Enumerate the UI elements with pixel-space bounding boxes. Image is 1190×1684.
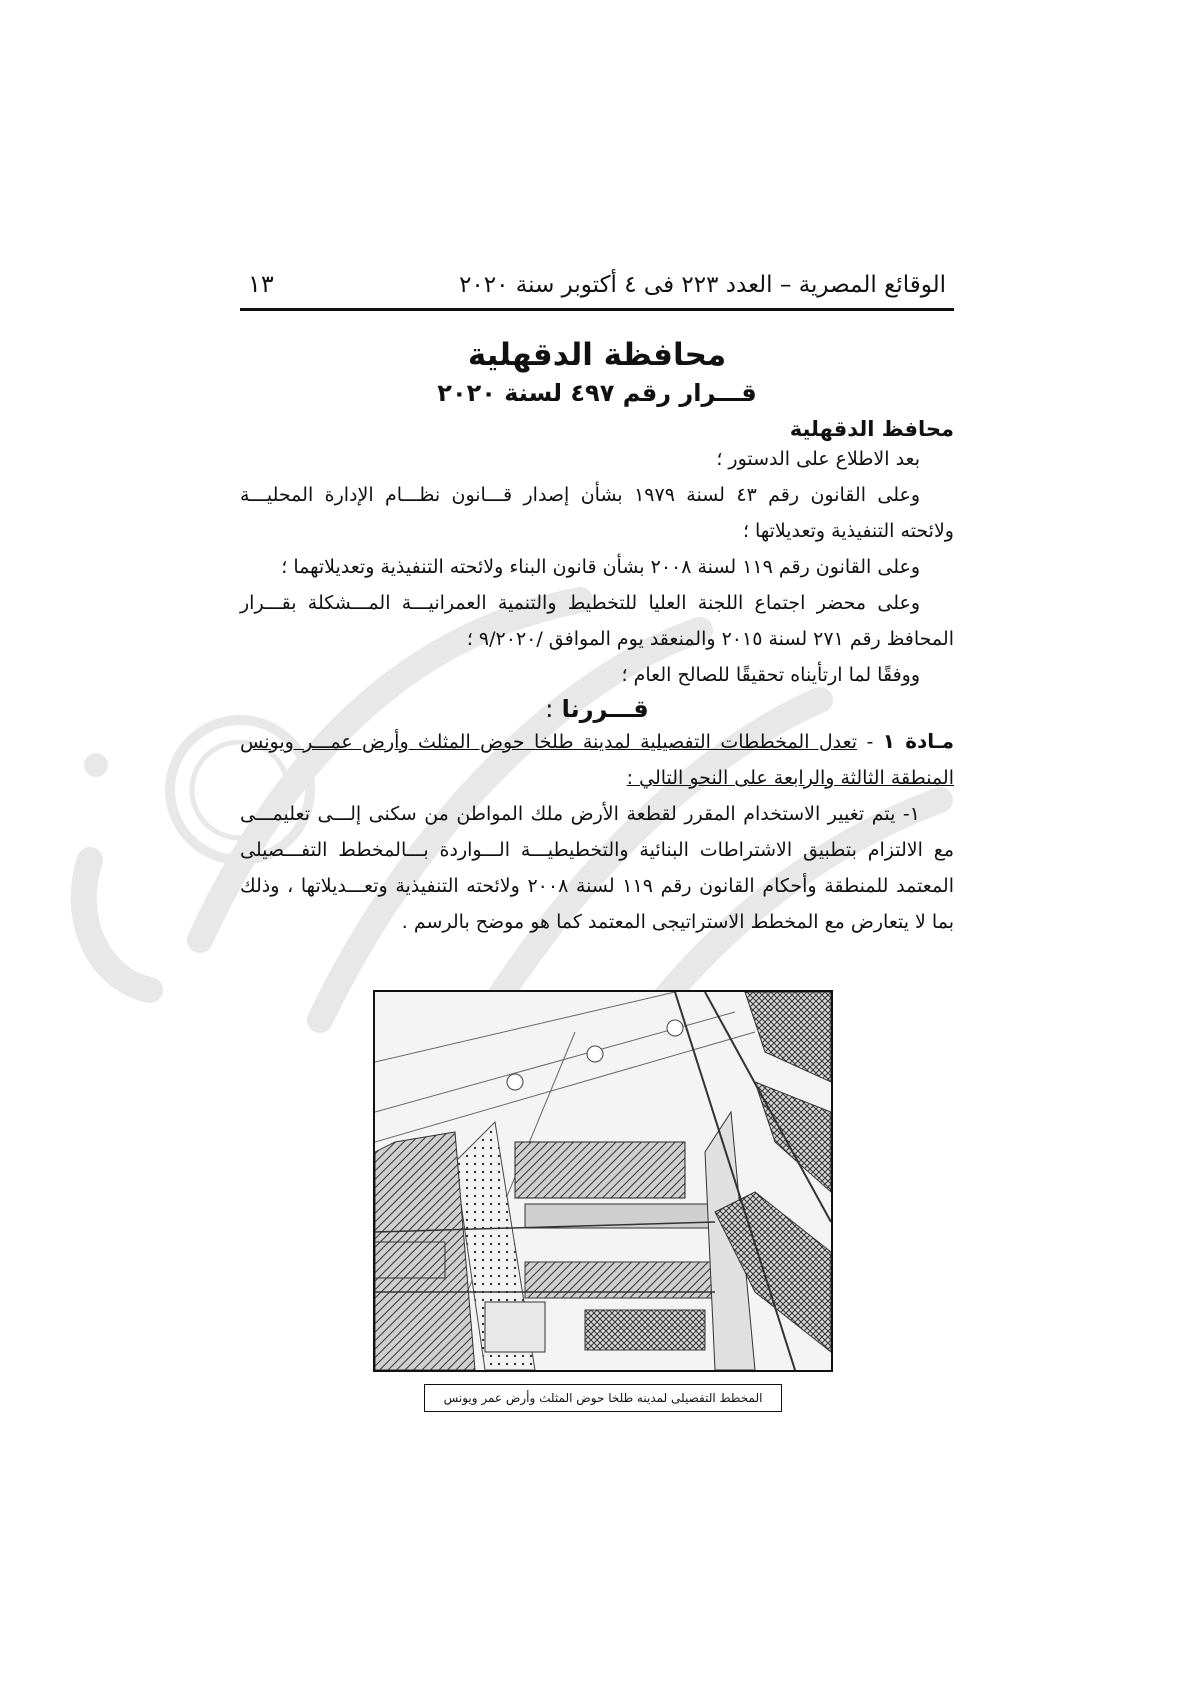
article-text: تعدل المخططات التفصيلية لمدينة طلخا حوض المثلث وأرض عمـــر ويونس المنطقة الثالثة والرابعة على النحو التالي : [240, 731, 954, 789]
governorate-title: محافظة الدقهلية [467, 337, 727, 373]
publication-line: الوقائع المصرية – العدد ٢٢٣ فى ٤ أكتوبر سنة ٢٠٢٠ [459, 272, 946, 298]
preamble-line: ووفقًا لما ارتأيناه تحقيقًا للصالح العام ؛ [621, 664, 920, 686]
preamble-line: وعلى القانون رقم ٤٣ لسنة ١٩٧٩ بشأن إصدار قـــانون نظـــام الإدارة المحليـــة ولائحته التنفيذية وتعديلاتها ؛ [240, 484, 954, 542]
decree-number: قـــرار رقم ٤٩٧ لسنة ٢٠٢٠ [437, 379, 757, 407]
preamble-line: وعلى القانون رقم ١١٩ لسنة ٢٠٠٨ بشأن قانون البناء ولائحته التنفيذية وتعديلاتهما ؛ [281, 556, 920, 578]
page-header [240, 270, 954, 311]
article-dash: - [857, 731, 883, 753]
decision-heading [240, 695, 954, 723]
map-caption: المخطط التفصيلى لمدينه طلخا حوض المثلث وأرض عمر ويونس [424, 1384, 782, 1412]
decision-word: قـــررنا [561, 695, 649, 723]
signer-title: محافظ الدقهلية [789, 417, 954, 441]
site-plan-map [373, 990, 833, 1372]
clause-1: ١- يتم تغيير الاستخدام المقرر لقطعة الأرض ملك المواطن من سكنى إلـــى تعليمـــى مع الالتزام بتطبيق الاشتراطات البنائية والتخطيطيـــة الـــواردة بـــالمخطط التفـــصيلى المعتمد للمنطقة وأحكام القانون رقم ١١٩ لسنة ٢٠٠٨ ولائحته التنفيذية وتعـــديلاتها ، وذلك بما لا يتعارض مع المخطط الاستراتيجى المعتمد كما هو موضح بالرسم . [240, 803, 955, 933]
gazette-page [240, 270, 954, 940]
article-1 [240, 723, 954, 796]
decision-colon: : [545, 695, 554, 723]
page-number: ١٣ [248, 270, 274, 298]
article-label: مـادة ١ [882, 729, 954, 753]
preamble-line: وعلى محضر اجتماع اللجنة العليا للتخطيط والتنمية العمرانيـــة المـــشكلة بقـــرار المحافظ رقم ٢٧١ لسنة ٢٠١٥ والمنعقد يوم الموافق /٩/٢٠٢٠ ؛ [240, 592, 954, 650]
site-plan-drawing [375, 992, 831, 1370]
preamble-line: بعد الاطلاع على الدستور ؛ [716, 448, 920, 470]
